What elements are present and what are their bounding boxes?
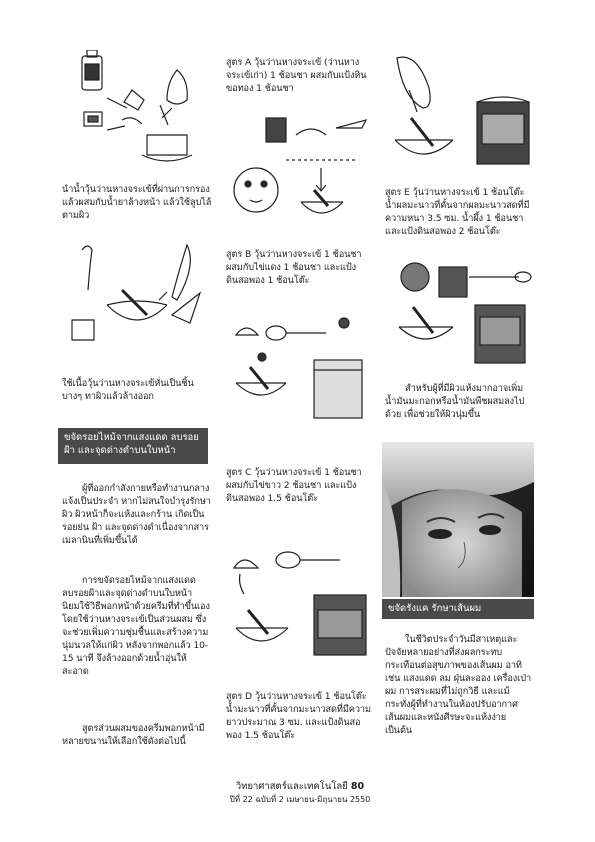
- formula-e-text: สูตร E วุ้นว่านหางจระเข้ 1 ช้อนโต๊ะ น้ำผลมะนาวที่คั้นจากผลมะนาวสดที่มีความหนา 3.5 ซม. น้ำผึ้ง 1 ช้อนชา และแป้งดินสอพอง 2 ช้อนโต๊ะ: [385, 187, 530, 237]
- section-banner-dandruff: ขจัดรังแค รักษาเส้นผม: [382, 599, 534, 619]
- paragraph-face-mask: การขจัดรอยไหม้จากแสงแดด ลบรอยฝ้าและจุดด่างดำบนใบหน้า นิยมใช้วิธีพอกหน้าด้วยครีมที่ทำขึ้นเอง โดยใช้ว่านหางจระเข้เป็นส่วนผสม ซึ่งจะช่วยเพิ่มความชุ่มชื้นและสร้างความนุ่มนวลให้แก่ผิว หลังจากพอกแล้ว 10-15 นาที จึงล้างออกด้วยน้ำอุ่นให้สะอาด: [62, 575, 210, 677]
- illustration-aloe-cleanser: [62, 50, 212, 170]
- caption-aloe-cleanser: นำน้ำวุ้นว่านหางจระเข้ที่ผ่านการกรองแล้วผสมกับน้ำยาล้างหน้า แล้วใช้ลูบไล้ตามผิว: [62, 184, 212, 221]
- formula-c-text: สูตร C วุ้นว่านหางจระเข้ 1 ช้อนชา ผสมกับไข่ขาว 2 ช้อนชา และแป้งดินสอพอง 1.5 ช้อนโต๊ะ: [226, 467, 362, 504]
- illustration-formula-c: [226, 540, 374, 660]
- issue-info: ปีที่ 22 ฉบับที่ 2 เมษายน-มิถุนายน 2550: [229, 795, 371, 804]
- formula-a-text: สูตร A วุ้นว่านหางจระเข้ (ว่านหางจระเข้เก่า) 1 ช้อนชา ผสมกับแป้งหินขอทอง 1 ช้อนชา: [226, 57, 367, 94]
- illustration-formula-e-mix: [385, 255, 535, 365]
- page-number: 80: [350, 781, 365, 792]
- illustration-formula-b: [226, 315, 374, 425]
- illustration-formula-a: [226, 110, 374, 230]
- tip-dry-skin: สำหรับผู้ที่มีผิวแห้งมากอาจเพิ่มน้ำมันมะกอกหรือน้ำมันพืชผสมลงไปด้วย เพื่อช่วยให้ผิวนุ่มขึ้น: [385, 383, 525, 420]
- photo-woman-face: [382, 442, 534, 597]
- paragraph-formulas-intro: สูตรส่วนผสมของครีมพอกหน้ามีหลายขนานให้เลือกใช้ดังต่อไปนี้: [62, 723, 205, 747]
- illustration-formula-e: [385, 50, 535, 170]
- formula-b-text: สูตร B วุ้นว่านหางจระเข้ 1 ช้อนชา ผสมกับไข่แดง 1 ช้อนชา และแป้งดินสอพอง 1 ช้อนโต๊ะ: [226, 249, 362, 286]
- page-footer: [180, 780, 420, 806]
- section-banner-sunburn: ขจัดรอยไหม้จากแสงแดด ลบรอยฝ้า และจุดด่างดำบนใบหน้า: [58, 428, 208, 464]
- magazine-title: วิทยาศาสตร์และเทคโนโลยี: [235, 781, 348, 792]
- formula-d-text: สูตร D วุ้นว่านหางจระเข้ 1 ช้อนโต๊ะ น้ำมะนาวที่คั้นจากมะนาวสดที่มีความยาวประมาณ 3 ซม. และแป้งดินสอพอง 1.5 ช้อนโต๊ะ: [226, 691, 371, 741]
- illustration-aloe-slice: [62, 240, 212, 345]
- caption-aloe-slice: ใช้เนื้อวุ้นว่านหางจระเข้หั่นเป็นชิ้นบางๆ ทาผิวแล้วล้างออก: [62, 378, 194, 402]
- paragraph-hair-care: ในชีวิตประจำวันมีสาเหตุและปัจจัยหลายอย่างที่ส่งผลกระทบกระเทือนต่อสุขภาพของเส้นผม อาทิ เช่น แสงแดด ลม ฝุ่นละออง เครื่องเป่าผม การสระผมที่ไม่ถูกวิธี และแม้กระทั่งผู้ที่ทำงานในห้องปรับอากาศ เส้นผมและหนังศีรษะจะแห้งง่าย เป็นต้น: [385, 634, 532, 736]
- paragraph-outdoor-skin: ผู้ที่ออกกำลังกายหรือทำงานกลางแจ้งเป็นประจำ หากไม่สนใจบำรุงรักษาผิว ผิวหน้าก็จะแห้งและกร้าน เกิดเป็นรอยย่น ฝ้า และจุดด่างดำเนื่องจากสารเมลานินที่เพิ่มขึ้นได้: [62, 483, 211, 546]
